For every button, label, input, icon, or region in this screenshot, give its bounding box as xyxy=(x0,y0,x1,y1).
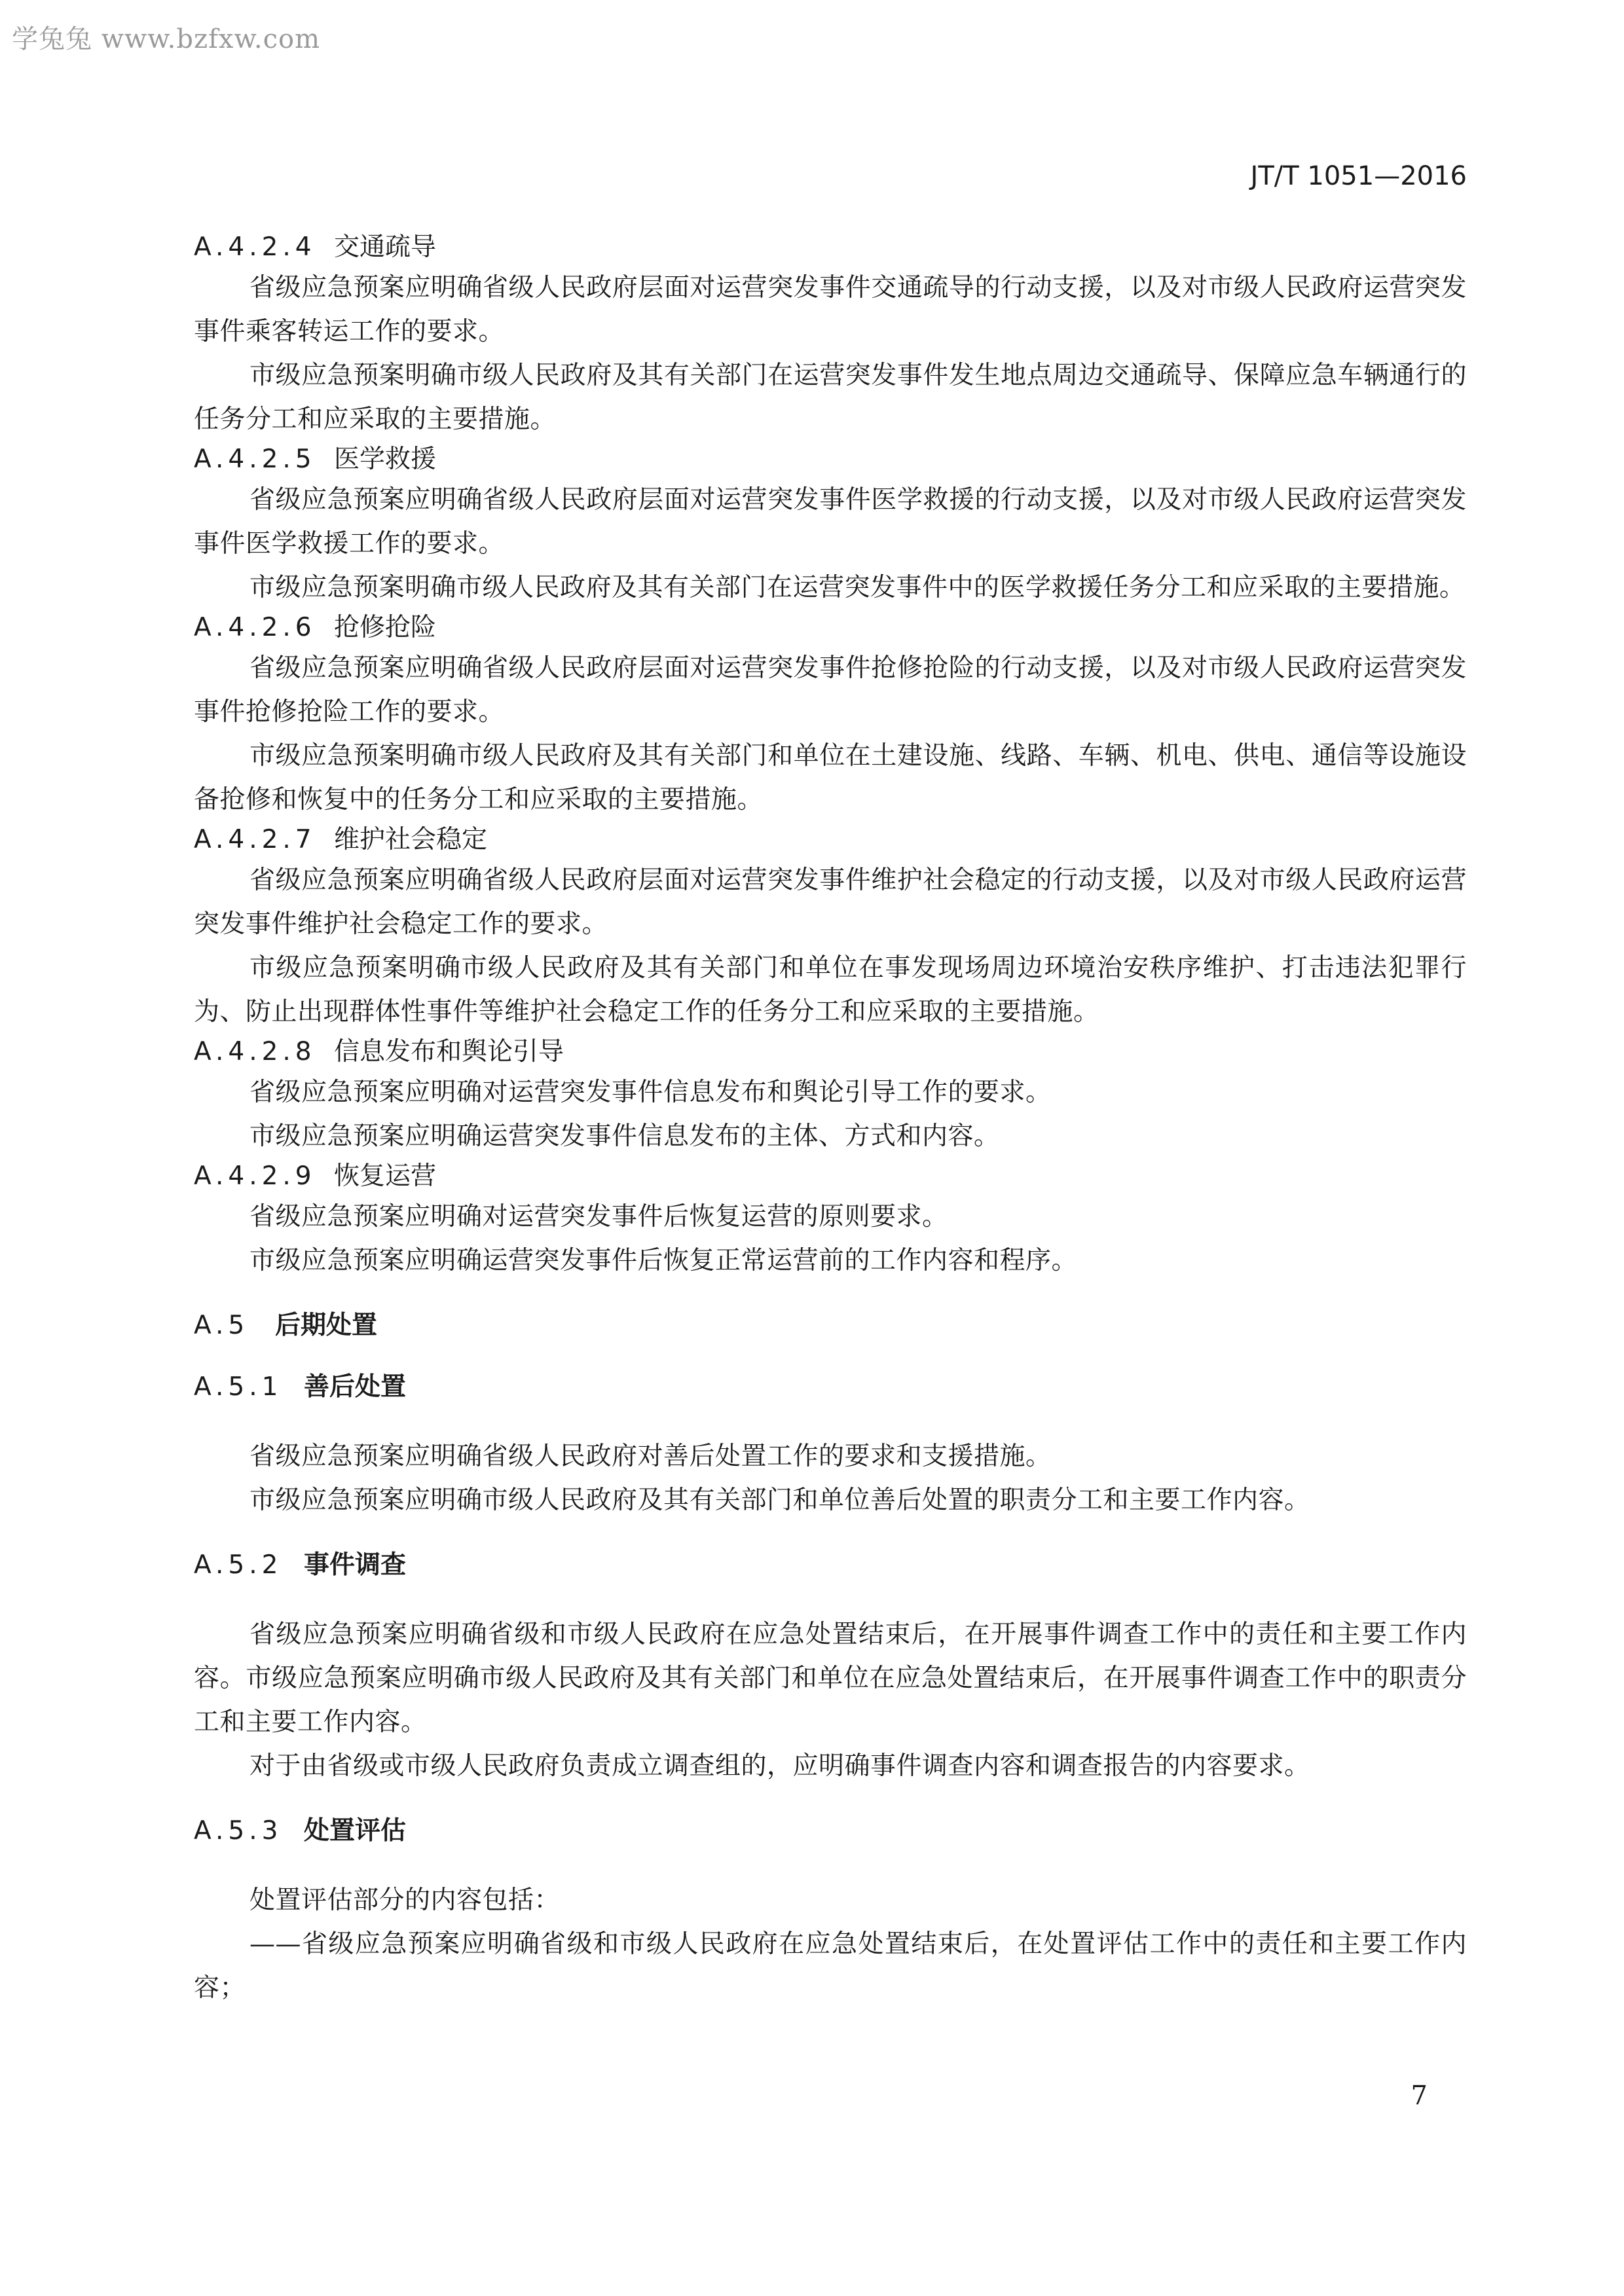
paragraph: 市级应急预案明确市级人民政府及其有关部门和单位在事发现场周边环境治安秩序维护、打击违法犯罪行为、防止出现群体性事件等维护社会稳定工作的任务分工和应采取的主要措施。 xyxy=(194,953,1467,1027)
paragraph: 省级应急预案应明确对运营突发事件后恢复运营的原则要求。 xyxy=(249,1202,948,1231)
list-item: ——省级应急预案应明确省级和市级人民政府在应急处置结束后，在处置评估工作中的责任和主要工作内容； xyxy=(194,1929,1467,2003)
clause-number: A.4.2.6 xyxy=(194,613,316,642)
clause-number: A.5.2 xyxy=(194,1550,283,1580)
paragraph: 市级应急预案应明确运营突发事件后恢复正常运营前的工作内容和程序。 xyxy=(249,1246,1078,1275)
document-body xyxy=(194,229,1467,2010)
clause-number: A.4.2.4 xyxy=(194,232,316,262)
clause-heading-a4-2-4 xyxy=(194,229,1467,266)
section-number: A.5 xyxy=(194,1311,249,1340)
paragraph: 对于由省级或市级人民政府负责成立调查组的，应明确事件调查内容和调查报告的内容要求。 xyxy=(249,1751,1310,1781)
clause-title: 抢修抢险 xyxy=(334,613,437,642)
paragraph: 省级应急预案应明确省级人民政府层面对运营突发事件医学救援的行动支援，以及对市级人民政府运营突发事件医学救援工作的要求。 xyxy=(194,485,1467,558)
clause-title: 事件调查 xyxy=(304,1550,407,1580)
section-title: 后期处置 xyxy=(275,1311,378,1340)
paragraph: 省级应急预案应明确对运营突发事件信息发布和舆论引导工作的要求。 xyxy=(249,1078,1052,1107)
clause-title: 医学救援 xyxy=(334,445,437,474)
paragraph: 省级应急预案应明确省级和市级人民政府在应急处置结束后，在开展事件调查工作中的责任和主要工作内容。市级应急预案应明确市级人民政府及其有关部门和单位在应急处置结束后，在开展事件调查工作中的职责分工和主要工作内容。 xyxy=(194,1620,1467,1737)
clause-heading-a5-1 xyxy=(194,1369,1467,1406)
clause-heading-a5-3 xyxy=(194,1813,1467,1850)
clause-number: A.5.1 xyxy=(194,1372,283,1402)
paragraph: 省级应急预案应明确省级人民政府层面对运营突发事件交通疏导的行动支援，以及对市级人民政府运营突发事件乘客转运工作的要求。 xyxy=(194,273,1467,346)
paragraph: 处置评估部分的内容包括： xyxy=(249,1886,561,1915)
paragraph: 市级应急预案明确市级人民政府及其有关部门和单位在土建设施、线路、车辆、机电、供电、通信等设施设备抢修和恢复中的任务分工和应采取的主要措施。 xyxy=(194,741,1467,814)
clause-title: 处置评估 xyxy=(304,1816,407,1846)
clause-heading-a4-2-9 xyxy=(194,1158,1467,1195)
paragraph: 省级应急预案应明确省级人民政府对善后处置工作的要求和支援措施。 xyxy=(249,1442,1052,1471)
clause-title: 维护社会稳定 xyxy=(334,825,488,854)
clause-number: A.5.3 xyxy=(194,1816,283,1846)
clause-heading-a4-2-8 xyxy=(194,1034,1467,1070)
clause-number: A.4.2.8 xyxy=(194,1037,316,1066)
clause-heading-a5-2 xyxy=(194,1547,1467,1584)
clause-heading-a4-2-6 xyxy=(194,610,1467,646)
clause-title: 善后处置 xyxy=(304,1372,407,1402)
clause-title: 交通疏导 xyxy=(334,232,437,262)
paragraph: 省级应急预案应明确省级人民政府层面对运营突发事件抢修抢险的行动支援，以及对市级人民政府运营突发事件抢修抢险工作的要求。 xyxy=(194,653,1467,727)
clause-heading-a4-2-5 xyxy=(194,441,1467,478)
clause-number: A.4.2.7 xyxy=(194,825,316,854)
watermark: 学兔兔 www.bzfxw.com xyxy=(12,24,321,54)
paragraph: 省级应急预案应明确省级人民政府层面对运营突发事件维护社会稳定的行动支援，以及对市级人民政府运营突发事件维护社会稳定工作的要求。 xyxy=(194,866,1467,939)
page-number: 7 xyxy=(1411,2081,1428,2111)
clause-title: 恢复运营 xyxy=(334,1161,437,1191)
clause-number: A.4.2.9 xyxy=(194,1161,316,1191)
paragraph: 市级应急预案应明确运营突发事件信息发布的主体、方式和内容。 xyxy=(249,1121,1000,1151)
clause-heading-a4-2-7 xyxy=(194,822,1467,858)
paragraph: 市级应急预案明确市级人民政府及其有关部门在运营突发事件发生地点周边交通疏导、保障应急车辆通行的任务分工和应采取的主要措施。 xyxy=(194,361,1467,434)
paragraph: 市级应急预案应明确市级人民政府及其有关部门和单位善后处置的职责分工和主要工作内容。 xyxy=(249,1485,1310,1515)
clause-title: 信息发布和舆论引导 xyxy=(334,1037,564,1066)
clause-number: A.4.2.5 xyxy=(194,445,316,474)
standard-code: JT/T 1051—2016 xyxy=(1250,161,1467,191)
section-heading-a5 xyxy=(194,1307,1467,1344)
paragraph: 市级应急预案明确市级人民政府及其有关部门在运营突发事件中的医学救援任务分工和应采取的主要措施。 xyxy=(249,573,1466,602)
